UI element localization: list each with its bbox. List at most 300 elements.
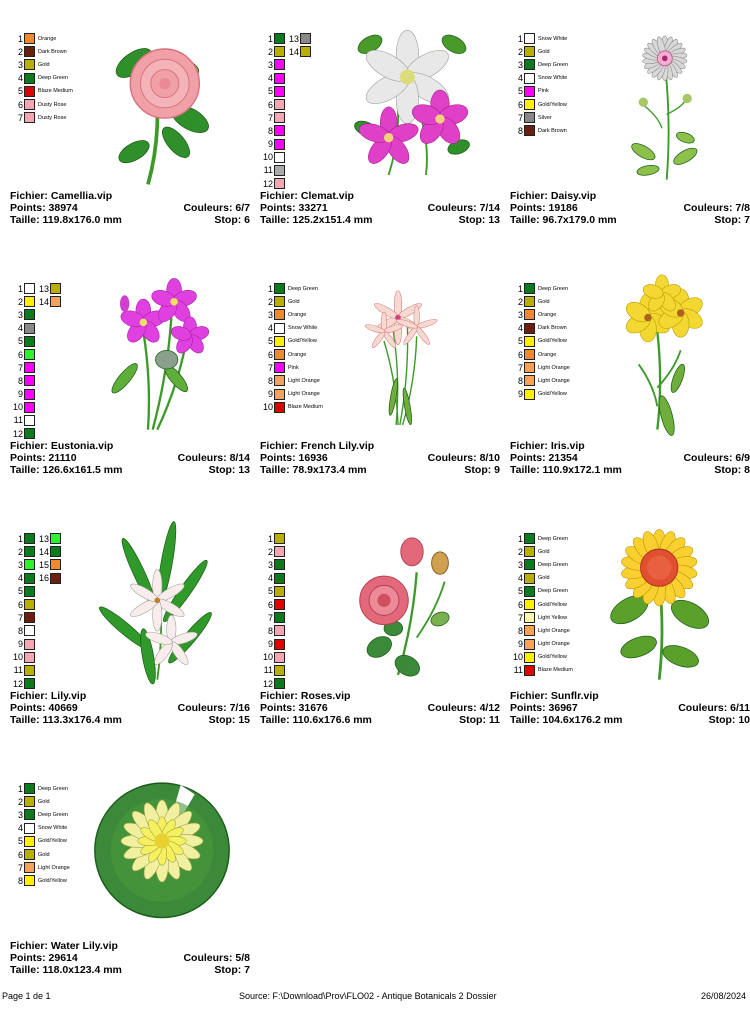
color-swatch [24, 796, 35, 807]
file-label: Fichier: [10, 190, 48, 202]
color-swatch-row [12, 572, 38, 585]
colors-value: 7/8 [735, 202, 750, 214]
color-swatch-row [12, 532, 38, 545]
color-swatch [524, 99, 535, 110]
stops-label: Stop: [214, 214, 242, 226]
color-swatch-row [262, 335, 323, 348]
color-swatch-row [512, 598, 573, 611]
colors-value: 7/14 [479, 202, 500, 214]
color-name: Gold/Yellow [288, 338, 317, 345]
design-card [510, 266, 750, 514]
color-swatch-row [262, 308, 323, 321]
size-value: 125.2x151.4 mm [292, 214, 373, 226]
color-index: 2 [267, 296, 273, 307]
color-swatch-row [512, 361, 570, 374]
points-label: Points: [510, 452, 546, 464]
color-name: Light Orange [288, 377, 320, 384]
stops-value: 13 [238, 464, 250, 476]
stops-value: 7 [744, 214, 750, 226]
color-swatch [24, 296, 35, 307]
color-swatch-row [12, 611, 38, 624]
color-list [512, 282, 570, 401]
color-swatch [50, 283, 61, 294]
color-swatch-row [12, 822, 70, 835]
color-swatch-row [262, 348, 323, 361]
color-list [262, 282, 323, 414]
color-swatch-row [12, 72, 73, 85]
size-label: Taille: [260, 214, 290, 226]
color-index: 4 [267, 73, 273, 84]
color-index: 3 [267, 309, 273, 320]
color-swatch [524, 375, 535, 386]
embroidery-preview-image [592, 270, 732, 440]
color-swatch [524, 546, 535, 557]
color-swatch [24, 73, 35, 84]
color-name: Dark Brown [538, 325, 567, 332]
color-index: 7 [517, 612, 523, 623]
color-name: Orange [288, 351, 307, 358]
color-index: 3 [17, 309, 23, 320]
stops-value: 9 [494, 464, 500, 476]
color-swatch [24, 665, 35, 676]
color-name: Deep Green [38, 811, 68, 818]
embroidery-preview-image [92, 20, 232, 190]
color-swatch [274, 612, 285, 623]
file-label: Fichier: [510, 690, 548, 702]
size-label: Taille: [10, 714, 40, 726]
color-swatch-row [512, 348, 570, 361]
color-swatch [274, 178, 285, 189]
color-swatch-row [512, 322, 570, 335]
size-value: 110.6x176.6 mm [292, 714, 372, 726]
stops-label: Stop: [459, 714, 486, 726]
color-index: 14 [38, 546, 49, 557]
color-index: 9 [17, 389, 23, 400]
points-value: 36967 [548, 702, 578, 714]
color-index: 3 [17, 59, 23, 70]
color-swatch-row [512, 124, 568, 137]
points-label: Points: [260, 202, 296, 214]
embroidery-preview-image [92, 520, 232, 690]
color-swatch-row [512, 98, 568, 111]
color-swatch [24, 559, 35, 570]
color-swatch [524, 625, 535, 636]
color-name: Deep Green [38, 785, 68, 792]
color-index: 1 [517, 283, 523, 294]
color-name: Dusty Rose [38, 101, 67, 108]
color-swatch-row [262, 72, 288, 85]
color-swatch [24, 546, 35, 557]
color-swatch-row [262, 322, 323, 335]
design-info [10, 190, 250, 226]
color-swatch [524, 73, 535, 84]
color-swatch-row [262, 164, 288, 177]
embroidery-preview-image [342, 520, 482, 690]
color-name: Light Orange [288, 391, 320, 398]
color-swatch [274, 573, 285, 584]
design-card [510, 16, 750, 264]
colors-value: 6/11 [730, 702, 750, 714]
color-name: Light Orange [538, 364, 570, 371]
color-name: Blaze Medium [38, 88, 73, 95]
color-swatch [524, 533, 535, 544]
color-index: 2 [517, 296, 523, 307]
color-swatch-row [12, 295, 38, 308]
color-swatch-row [12, 308, 38, 321]
design-card [10, 266, 250, 514]
color-swatch-row [512, 558, 573, 571]
color-index: 10 [262, 152, 273, 163]
file-label: Fichier: [10, 440, 48, 452]
color-name: Gold/Yellow [38, 838, 67, 845]
color-swatch [274, 112, 285, 123]
points-label: Points: [510, 702, 546, 714]
design-info [10, 690, 250, 726]
color-swatch [274, 125, 285, 136]
color-swatch-row [262, 558, 288, 571]
color-swatch-row [262, 45, 288, 58]
color-swatch-row [38, 545, 64, 558]
color-swatch-row [262, 572, 288, 585]
color-index: 9 [517, 389, 523, 400]
color-index: 2 [17, 546, 23, 557]
color-swatch-row [38, 572, 64, 585]
file-name: Eustonia.vip [50, 440, 114, 452]
color-index: 2 [267, 46, 273, 57]
color-swatch-row [262, 295, 323, 308]
color-swatch-row [12, 638, 38, 651]
color-name: Deep Green [538, 561, 568, 568]
color-swatch [24, 823, 35, 834]
embroidery-preview-image [342, 270, 482, 440]
color-index: 4 [517, 573, 523, 584]
color-swatch [50, 559, 61, 570]
color-swatch [24, 59, 35, 70]
color-name: Deep Green [538, 285, 568, 292]
file-name: Camellia.vip [50, 190, 113, 202]
colors-label: Couleurs: [678, 702, 728, 714]
color-swatch-row [262, 85, 288, 98]
color-swatch-row [262, 361, 323, 374]
points-value: 29614 [48, 952, 78, 964]
color-swatch [24, 875, 35, 886]
color-index: 12 [262, 678, 273, 689]
color-index: 16 [38, 573, 49, 584]
color-swatch [274, 323, 285, 334]
color-swatch [524, 362, 535, 373]
color-swatch [524, 309, 535, 320]
color-swatch-row [262, 124, 288, 137]
color-swatch [24, 323, 35, 334]
color-index: 10 [512, 652, 523, 663]
color-index: 6 [267, 99, 273, 110]
color-swatch-row [262, 111, 288, 124]
color-swatch [274, 652, 285, 663]
color-name: Snow White [538, 35, 568, 42]
file-name: Lily.vip [50, 690, 87, 702]
color-swatch-row [512, 45, 568, 58]
design-info [510, 690, 750, 726]
color-swatch-row [262, 98, 288, 111]
color-name: Silver [538, 114, 552, 121]
size-label: Taille: [510, 464, 540, 476]
color-swatch [274, 599, 285, 610]
color-swatch [524, 573, 535, 584]
colors-value: 8/14 [229, 452, 250, 464]
color-index: 8 [17, 875, 23, 886]
color-swatch [24, 652, 35, 663]
color-index: 11 [13, 415, 23, 426]
color-index: 3 [17, 809, 23, 820]
page-footer [0, 991, 750, 1003]
color-swatch [24, 533, 35, 544]
color-swatch [300, 33, 311, 44]
color-list [12, 532, 49, 690]
points-value: 40669 [48, 702, 78, 714]
source-path: Source: F:\Download\Prov\FLO02 - Antique Botanicals 2 Dossier [239, 991, 497, 1001]
color-swatch [274, 99, 285, 110]
stops-label: Stop: [464, 464, 492, 476]
color-index: 2 [17, 296, 23, 307]
color-swatch [274, 59, 285, 70]
colors-label: Couleurs: [183, 202, 233, 214]
color-swatch [274, 402, 285, 413]
color-swatch [274, 586, 285, 597]
color-index: 7 [17, 862, 23, 873]
color-index: 1 [17, 533, 23, 544]
color-swatch-row [262, 138, 288, 151]
colors-value: 5/8 [235, 952, 250, 964]
color-name: Deep Green [538, 535, 568, 542]
color-index: 2 [517, 546, 523, 557]
color-swatch-row [38, 295, 64, 308]
color-swatch [524, 46, 535, 57]
color-swatch [274, 73, 285, 84]
color-index: 9 [267, 639, 273, 650]
color-swatch [24, 375, 35, 386]
color-index: 10 [262, 652, 273, 663]
color-swatch-row [262, 638, 288, 651]
color-index: 13 [38, 283, 49, 294]
color-list [512, 532, 573, 677]
color-name: Gold [538, 48, 550, 55]
color-name: Orange [538, 311, 557, 318]
embroidery-preview-image [592, 20, 732, 190]
color-swatch-row [262, 624, 288, 637]
color-name: Gold/Yellow [538, 338, 567, 345]
color-swatch [24, 809, 35, 820]
color-swatch-row [12, 874, 70, 887]
color-index: 3 [517, 59, 523, 70]
color-index: 12 [262, 178, 273, 189]
color-index: 4 [17, 823, 23, 834]
color-swatch [274, 559, 285, 570]
colors-label: Couleurs: [683, 202, 733, 214]
color-name: Gold [38, 851, 50, 858]
color-swatch [274, 152, 285, 163]
color-swatch [274, 86, 285, 97]
page-number: Page 1 de 1 [2, 991, 51, 1001]
color-index: 7 [267, 612, 273, 623]
color-swatch-row [12, 558, 38, 571]
colors-label: Couleurs: [427, 202, 477, 214]
size-value: 119.8x176.0 mm [42, 214, 122, 226]
color-name: Light Orange [538, 627, 570, 634]
color-swatch [24, 336, 35, 347]
color-swatch [24, 99, 35, 110]
size-value: 104.6x176.2 mm [542, 714, 623, 726]
file-label: Fichier: [10, 940, 48, 952]
color-index: 7 [517, 112, 523, 123]
color-swatch-row [512, 32, 568, 45]
color-swatch [274, 546, 285, 557]
color-swatch [524, 59, 535, 70]
color-index: 6 [517, 349, 523, 360]
stops-value: 7 [244, 964, 250, 976]
color-list [262, 32, 299, 190]
color-swatch [524, 349, 535, 360]
color-swatch-row [12, 651, 38, 664]
color-name: Gold [288, 298, 300, 305]
points-label: Points: [10, 952, 46, 964]
points-value: 21110 [48, 452, 77, 464]
color-swatch [274, 283, 285, 294]
color-index: 4 [267, 323, 273, 334]
color-swatch-row [12, 282, 38, 295]
color-index: 9 [267, 139, 273, 150]
design-info [510, 190, 750, 226]
points-label: Points: [10, 702, 46, 714]
color-index: 9 [517, 639, 523, 650]
color-swatch-row [288, 45, 314, 58]
color-index: 6 [517, 599, 523, 610]
size-label: Taille: [10, 464, 40, 476]
stops-label: Stop: [708, 714, 736, 726]
color-swatch [24, 836, 35, 847]
color-index: 7 [17, 112, 23, 123]
color-swatch-row [262, 664, 288, 677]
color-swatch-row [512, 388, 570, 401]
file-label: Fichier: [260, 440, 298, 452]
design-card [10, 766, 250, 1014]
color-name: Gold [538, 298, 550, 305]
color-swatch-row [262, 32, 288, 45]
colors-label: Couleurs: [427, 702, 477, 714]
color-name: Pink [288, 364, 299, 371]
color-index: 15 [38, 559, 49, 570]
colors-label: Couleurs: [183, 952, 233, 964]
color-swatch-row [38, 532, 64, 545]
color-name: Snow White [38, 825, 68, 832]
color-swatch [24, 283, 35, 294]
stops-value: 11 [488, 714, 500, 726]
stops-label: Stop: [458, 214, 486, 226]
points-value: 19186 [548, 202, 578, 214]
color-swatch-row [12, 45, 73, 58]
color-swatch [274, 625, 285, 636]
color-index: 2 [17, 46, 23, 57]
color-swatch [50, 546, 61, 557]
design-card [510, 516, 750, 764]
color-swatch-row [512, 585, 573, 598]
file-label: Fichier: [260, 190, 298, 202]
color-name: Snow White [538, 75, 568, 82]
color-swatch-row [12, 808, 70, 821]
color-swatch-row [12, 624, 38, 637]
color-index: 8 [17, 375, 23, 386]
color-index: 8 [517, 375, 523, 386]
color-name: Deep Green [288, 285, 318, 292]
color-index: 14 [288, 46, 299, 57]
color-index: 4 [517, 73, 523, 84]
color-swatch [524, 296, 535, 307]
design-card [10, 516, 250, 764]
design-info [260, 440, 500, 476]
color-index: 2 [517, 46, 523, 57]
color-swatch-row [12, 374, 38, 387]
color-index: 7 [267, 112, 273, 123]
color-index: 5 [17, 86, 23, 97]
size-label: Taille: [260, 464, 290, 476]
color-index: 3 [17, 559, 23, 570]
color-swatch-row [12, 835, 70, 848]
colors-label: Couleurs: [427, 452, 477, 464]
color-swatch-row [512, 664, 573, 677]
file-name: Clemat.vip [300, 190, 354, 202]
color-swatch [274, 139, 285, 150]
color-index: 5 [17, 836, 23, 847]
design-card [260, 516, 500, 764]
color-swatch-row [12, 111, 73, 124]
color-swatch [50, 296, 61, 307]
color-swatch [24, 639, 35, 650]
color-index: 4 [17, 323, 23, 334]
embroidery-preview-image [342, 20, 482, 190]
color-index: 6 [267, 599, 273, 610]
color-swatch [24, 678, 35, 689]
color-swatch-row [12, 348, 38, 361]
color-index: 8 [267, 625, 273, 636]
color-swatch [524, 336, 535, 347]
design-card [260, 266, 500, 514]
file-label: Fichier: [510, 440, 548, 452]
size-value: 118.0x123.4 mm [42, 964, 122, 976]
design-card [260, 16, 500, 264]
points-value: 21354 [548, 452, 578, 464]
colors-label: Couleurs: [683, 452, 733, 464]
colors-value: 6/9 [735, 452, 750, 464]
color-swatch [274, 375, 285, 386]
color-swatch [24, 112, 35, 123]
color-swatch [24, 362, 35, 373]
design-card [10, 16, 250, 264]
color-name: Gold/Yellow [38, 877, 67, 884]
color-index: 13 [288, 33, 299, 44]
color-list-col2 [38, 282, 64, 308]
color-swatch-row [262, 598, 288, 611]
file-name: Water Lily.vip [50, 940, 118, 952]
color-list [512, 32, 568, 138]
stops-label: Stop: [208, 714, 236, 726]
color-swatch-row [262, 151, 288, 164]
color-swatch-row [12, 32, 73, 45]
stops-value: 13 [488, 214, 500, 226]
size-label: Taille: [260, 714, 290, 726]
color-swatch [24, 862, 35, 873]
stops-value: 15 [238, 714, 250, 726]
size-value: 96.7x179.0 mm [542, 214, 617, 226]
file-name: Daisy.vip [550, 190, 597, 202]
